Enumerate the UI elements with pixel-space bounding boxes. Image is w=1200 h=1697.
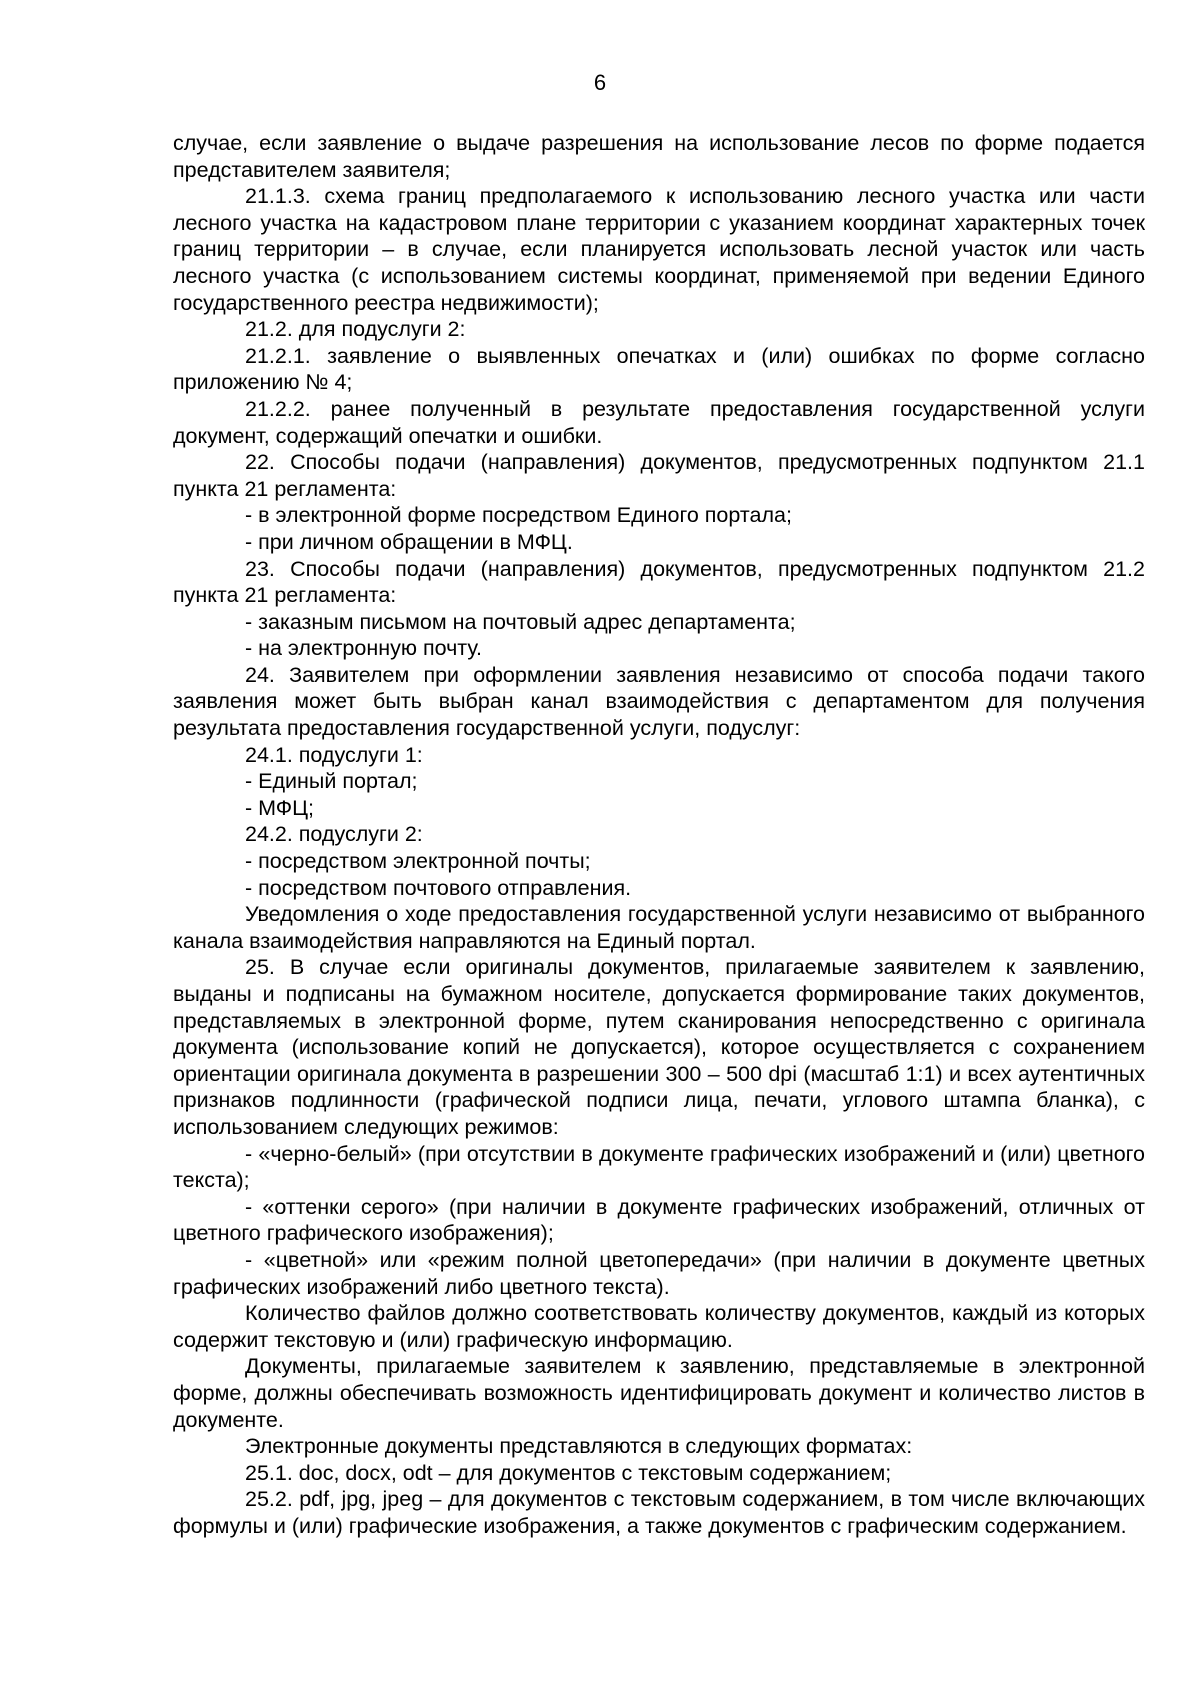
list-item: - Единый портал;: [245, 769, 418, 794]
paragraph: 21.2.1. заявление о выявленных опечатках и (или) ошибках по форме согласно приложению № 4;: [173, 343, 1145, 395]
paragraph: 23. Способы подачи (направления) документов, предусмотренных подпунктом 21.2 пункта 21 регламента:: [173, 556, 1145, 608]
paragraph: 21.1.3. схема границ предполагаемого к использованию лесного участка или части лесного участка на кадастровом плане территории с указанием координат характерных точек границ территории – в случае, если планируется использовать лесной участок или часть лесного участка (с использованием системы координат, применяемой при ведении Единого государственного реестра недвижимости);: [173, 184, 1145, 315]
list-item: - «оттенки серого» (при наличии в документе графических изображений, отличных от цветного графического изображения);: [173, 1194, 1145, 1246]
paragraph: 24.2. подуслуги 2:: [245, 822, 423, 847]
paragraph: 21.2.2. ранее полученный в результате предоставления государственной услуги документ, содержащий опечатки и ошибки.: [173, 396, 1145, 448]
paragraph: 25.2. pdf, jpg, jpeg – для документов с текстовым содержанием, в том числе включающих формулы и (или) графические изображения, а также документов с графическим содержанием.: [173, 1487, 1145, 1538]
list-item: - посредством почтового отправления.: [245, 875, 632, 900]
list-item: - посредством электронной почты;: [245, 849, 591, 874]
list-item: - на электронную почту.: [245, 636, 482, 661]
list-item: - «черно-белый» (при отсутствии в документе графических изображений и (или) цветного текста);: [173, 1141, 1145, 1193]
paragraph: 24.1. подуслуги 1:: [245, 742, 423, 767]
paragraph: Количество файлов должно соответствовать количеству документов, каждый из которых содержит текстовую и (или) графическую информацию.: [173, 1301, 1145, 1352]
paragraph: Документы, прилагаемые заявителем к заявлению, представляемые в электронной форме, должны обеспечивать возможность идентифицировать документ и количество листов в документе.: [173, 1354, 1145, 1432]
list-item: - при личном обращении в МФЦ.: [245, 529, 573, 554]
list-item: - заказным письмом на почтовый адрес департамента;: [245, 609, 796, 634]
list-item: - «цветной» или «режим полной цветопередачи» (при наличии в документе цветных графических изображений либо цветного текста).: [173, 1247, 1145, 1299]
paragraph: Электронные документы представляются в следующих форматах:: [245, 1434, 913, 1459]
paragraph: 25. В случае если оригиналы документов, прилагаемые заявителем к заявлению, выданы и подписаны на бумажном носителе, допускается формирование таких документов, представляемых в электронной форме, путем сканирования непосредственно с оригинала документа (использование копий не допускается), которое осуществляется с сохранением ориентации оригинала документа в разрешении 300 – 500 dpi (масштаб 1:1) и всех аутентичных признаков подлинности (графической подписи лица, печати, углового штампа бланка), с использованием следующих режимов:: [173, 955, 1145, 1139]
paragraph: 21.2. для подуслуги 2:: [245, 317, 466, 342]
page-number: 6: [593, 70, 607, 95]
paragraph: 24. Заявителем при оформлении заявления независимо от способа подачи такого заявления может быть выбран канал взаимодействия с департаментом для получения результата предоставления государственной услуги, подуслуг:: [173, 662, 1145, 741]
paragraph: 22. Способы подачи (направления) документов, предусмотренных подпунктом 21.1 пункта 21 регламента:: [173, 450, 1145, 501]
document-body: [173, 130, 1145, 1539]
list-item: - в электронной форме посредством Единого портала;: [245, 503, 792, 528]
list-item: - МФЦ;: [245, 795, 315, 820]
paragraph: 25.1. doc, docx, odt – для документов с текстовым содержанием;: [245, 1460, 892, 1485]
paragraph: Уведомления о ходе предоставления государственной услуги независимо от выбранного канала взаимодействия направляются на Единый портал.: [173, 902, 1145, 953]
paragraph: случае, если заявление о выдаче разрешения на использование лесов по форме подается представителем заявителя;: [173, 131, 1145, 182]
